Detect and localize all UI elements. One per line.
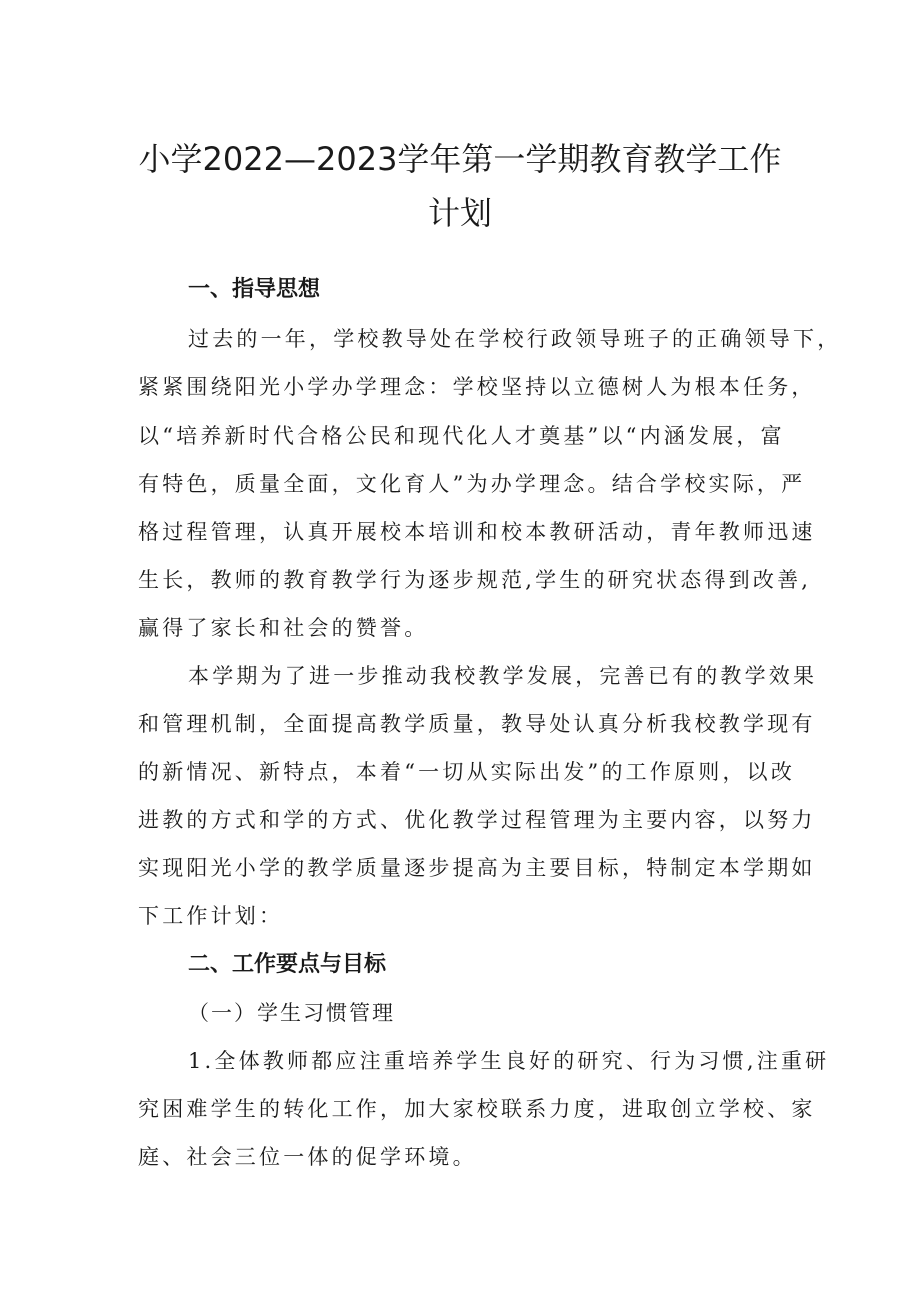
paragraph-line: 下工作计划：	[138, 904, 284, 928]
paragraph-line: 生长，教师的教育教学行为逐步规范,学生的研究状态得到改善,	[138, 568, 812, 592]
paragraph-line: 1.全体教师都应注重培养学生良好的研究、行为习惯,注重研	[188, 1049, 830, 1073]
paragraph-line: 赢得了家长和社会的赞誉。	[138, 616, 429, 640]
paragraph-line: 过去的一年，学校教导处在学校行政领导班子的正确领导下，	[188, 327, 842, 351]
paragraph-line: 有特色，质量全面，文化育人”为办学理念。结合学校实际，严	[138, 472, 806, 496]
paragraph-line: 实现阳光小学的教学质量逐步提高为主要目标，特制定本学期如	[138, 856, 816, 880]
document-title-line-2: 计划	[427, 194, 492, 232]
paragraph-line: 格过程管理，认真开展校本培训和校本教研活动，青年教师迅速	[138, 520, 816, 544]
paragraph-line: 究困难学生的转化工作，加大家校联系力度，进取创立学校、家	[138, 1097, 816, 1121]
subsection-heading-habits: （一）学生习惯管理	[188, 1001, 395, 1025]
paragraph-line: 的新情况、新特点，本着“一切从实际出发”的工作原则，以改	[138, 760, 796, 784]
paragraph-line: 紧紧围绕阳光小学办学理念：学校坚持以立德树人为根本任务，	[138, 375, 816, 399]
paragraph-line: 和管理机制，全面提高教学质量，教导处认真分析我校教学现有	[138, 712, 816, 736]
section-heading-guiding-ideology: 一、指导思想	[188, 277, 321, 302]
paragraph-line: 本学期为了进一步推动我校教学发展，完善已有的教学效果	[188, 664, 818, 688]
paragraph-line: 进教的方式和学的方式、优化教学过程管理为主要内容，以努力	[138, 808, 816, 832]
paragraph-line: 以“培养新时代合格公民和现代化人才奠基”以“内涵发展，富	[138, 424, 785, 448]
section-heading-key-points: 二、工作要点与目标	[188, 952, 387, 977]
document-title-line-1: 小学2022—2023学年第一学期教育教学工作	[138, 140, 782, 178]
paragraph-line: 庭、社会三位一体的促学环境。	[138, 1145, 477, 1169]
